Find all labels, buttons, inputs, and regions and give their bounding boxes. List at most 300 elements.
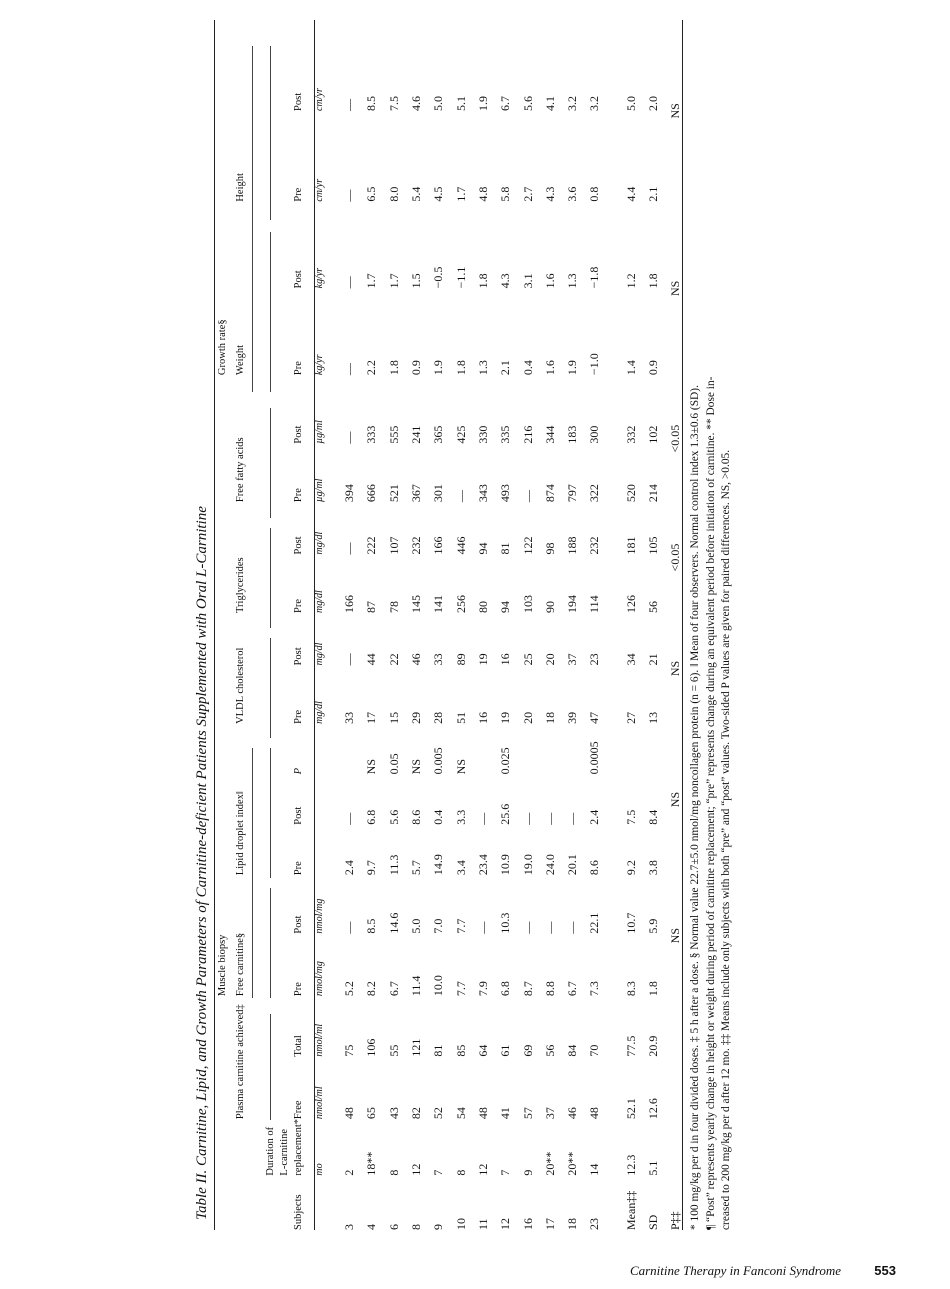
table-cell: 521 — [386, 484, 401, 503]
table-cell: 2.1 — [646, 186, 660, 202]
col-fc-post: Post — [293, 915, 304, 934]
unit-tg-pre: mg/dl — [314, 590, 325, 613]
table-cell: 367 — [409, 484, 424, 503]
p-value-row — [664, 20, 686, 1230]
table-cell: 1.7 — [453, 186, 468, 202]
table-cell: 8.8 — [542, 981, 557, 997]
p-value-cell: <0.05 — [668, 543, 683, 572]
table-cell: 2.7 — [520, 186, 535, 202]
table-cell: 8.7 — [520, 981, 535, 997]
table-cell: 33 — [342, 711, 357, 724]
table-cell: 335 — [498, 425, 513, 444]
table-footnotes — [688, 20, 735, 1230]
spacer-row — [606, 20, 620, 1230]
table-cell: −0.5 — [431, 266, 446, 289]
unit-ffa-pre: µg/ml — [314, 478, 325, 503]
table-cell — [539, 724, 561, 774]
table-cell: 11 — [475, 1218, 490, 1230]
table-cell: 7 — [498, 1169, 513, 1176]
table-cell: 81 — [498, 542, 513, 555]
table-cell: 28 — [431, 711, 446, 724]
table-cell: 1.8 — [453, 360, 468, 376]
summary-row — [642, 20, 664, 1230]
table-cell: 70 — [587, 1044, 602, 1057]
footnote-line-2: ¶ “Post” represents yearly change in height or weight during period of carnitine replacement; “pre” represents change during an equivalent period before initiation of carnitine. ** Dose in- — [704, 376, 717, 1230]
table-cell: 43 — [386, 1107, 401, 1120]
table-cell: 332 — [623, 425, 638, 444]
table-cell: 94 — [475, 542, 490, 555]
muscle-biopsy-header: Muscle biopsy — [217, 934, 228, 997]
table-cell: 1.6 — [542, 273, 557, 289]
table-cell: 20** — [542, 1151, 557, 1176]
table-cell: 14.6 — [386, 912, 401, 934]
col-wt-pre: Pre — [293, 361, 304, 376]
table-cell: 8.6 — [587, 860, 602, 876]
table-cell: 46 — [409, 653, 424, 666]
table-cell: — — [342, 363, 357, 376]
table-cell: 20 — [520, 711, 535, 724]
table-cell: 80 — [475, 600, 490, 613]
table-cell: 6.8 — [364, 809, 379, 825]
table-cell: 51 — [453, 711, 468, 724]
unit-plasma-total: nmol/ml — [314, 1023, 325, 1057]
table-cell: 7.5 — [623, 809, 638, 825]
table-cell: 5.7 — [409, 860, 424, 876]
table-cell: 46 — [565, 1107, 580, 1120]
table-cell: 0.9 — [646, 360, 660, 376]
table-cell: 0.4 — [520, 360, 535, 376]
table-cell: 3.2 — [587, 95, 602, 111]
table-cell: 797 — [565, 484, 580, 503]
table-cell: 69 — [520, 1044, 535, 1057]
table-cell: 9.7 — [364, 860, 379, 876]
data-table — [216, 20, 686, 1230]
table-cell: — — [542, 812, 557, 825]
p-value-cell: NS — [668, 280, 683, 297]
table-cell: 18 — [565, 1218, 580, 1230]
table-cell: 78 — [386, 600, 401, 613]
table-cell: — — [565, 921, 580, 934]
table-cell: 7 — [431, 1169, 446, 1176]
table-cell: 20.9 — [646, 1035, 660, 1057]
table-cell: 3.1 — [520, 273, 535, 289]
table-cell: 16 — [498, 653, 513, 666]
table-cell: 4.1 — [542, 95, 557, 111]
col-wt-post: Post — [293, 270, 304, 289]
table-cell: 2.0 — [646, 95, 660, 111]
table-cell: 1.3 — [475, 360, 490, 376]
table-row — [360, 20, 382, 1230]
table-cell: 1.5 — [409, 273, 424, 289]
table-cell: 37 — [565, 653, 580, 666]
table-cell: NS — [409, 759, 424, 775]
table-cell: 7.7 — [453, 918, 468, 934]
table-cell: 122 — [520, 536, 535, 555]
table-cell: — — [342, 542, 357, 555]
table-cell: — — [542, 921, 557, 934]
table-cell: 20.1 — [565, 854, 580, 876]
table-cell: 6.8 — [498, 981, 513, 997]
table-cell: 194 — [565, 594, 580, 613]
table-cell: — — [342, 812, 357, 825]
table-cell: 48 — [475, 1107, 490, 1120]
table-cell: 241 — [409, 425, 424, 444]
table-cell: 90 — [542, 600, 557, 613]
table-cell: 102 — [646, 425, 660, 444]
table-cell: 4.3 — [542, 186, 557, 202]
table-cell: 8.4 — [646, 809, 660, 825]
col-ht-post: Post — [293, 92, 304, 111]
table-cell: 300 — [587, 425, 602, 444]
table-cell: 41 — [498, 1107, 513, 1120]
table-cell: 84 — [565, 1044, 580, 1057]
table-cell: 343 — [475, 484, 490, 503]
table-cell: 98 — [542, 542, 557, 555]
table-row — [516, 20, 538, 1230]
table-cell: 1.6 — [542, 360, 557, 376]
unit-tg-post: mg/dl — [314, 531, 325, 555]
top-rule — [214, 20, 215, 1230]
table-cell: 57 — [520, 1107, 535, 1120]
table-cell: 24.0 — [542, 854, 557, 876]
table-cell: 3.4 — [453, 860, 468, 876]
table-cell: 6.7 — [498, 95, 513, 111]
table-row — [539, 20, 561, 1230]
table-cell: 1.8 — [646, 273, 660, 289]
table-cell: 2.4 — [587, 809, 602, 825]
table-cell: 1.8 — [386, 360, 401, 376]
table-cell: −1.1 — [453, 266, 468, 289]
table-cell: 188 — [565, 536, 580, 555]
unit-ht-pre: cm/yr — [314, 178, 325, 202]
p-value-cell: <0.05 — [668, 424, 683, 453]
table-cell: — — [342, 98, 357, 111]
table-cell: 493 — [498, 484, 513, 503]
free-carnitine-header: Free carnitine§ — [235, 932, 246, 997]
table-cell: 8 — [386, 1169, 401, 1176]
table-cell: 1.3 — [565, 273, 580, 289]
table-cell: 214 — [646, 484, 660, 503]
table-cell: 34 — [623, 653, 638, 666]
table-cell: 65 — [364, 1107, 379, 1120]
table-cell: 29 — [409, 711, 424, 724]
col-tg-pre: Pre — [293, 598, 304, 613]
unit-ffa-post: µg/ml — [314, 420, 325, 444]
table-cell: 6.5 — [364, 186, 379, 202]
unit-fc-pre: nmol/mg — [314, 961, 325, 997]
table-cell: 121 — [409, 1038, 424, 1057]
table-cell: 18** — [364, 1151, 379, 1176]
table-cell: NS — [453, 759, 468, 775]
table-cell: 874 — [542, 484, 557, 503]
table-cell: 1.2 — [623, 273, 638, 289]
table-cell: 5.1 — [646, 1160, 660, 1176]
table-row — [383, 20, 405, 1230]
table-cell — [472, 724, 494, 774]
table-cell: 94 — [498, 600, 513, 613]
table-cell: 55 — [386, 1044, 401, 1057]
table-cell: 1.7 — [386, 273, 401, 289]
weight-header: Weight — [235, 345, 246, 376]
table-cell: −1.0 — [587, 353, 602, 376]
table-cell: 222 — [364, 536, 379, 555]
table-cell: 54 — [453, 1107, 468, 1120]
table-cell: 1.7 — [364, 273, 379, 289]
col-vldl-pre: Pre — [293, 709, 304, 724]
table-cell: 25 — [520, 653, 535, 666]
table-cell: 2.1 — [498, 360, 513, 376]
col-lipid-pre: Pre — [293, 861, 304, 876]
page-footer — [630, 1263, 896, 1279]
table-cell: 21 — [646, 653, 660, 666]
table-cell: 114 — [587, 595, 602, 613]
table-cell: 7.5 — [386, 95, 401, 111]
col-tg-post: Post — [293, 536, 304, 555]
table-cell: 22 — [386, 653, 401, 666]
table-cell: 126 — [623, 594, 638, 613]
table-cell: 10.3 — [498, 912, 513, 934]
table-cell: 61 — [498, 1044, 513, 1057]
table-cell: 4 — [364, 1224, 379, 1230]
lipid-droplet-header: Lipid droplet index‖ — [235, 791, 246, 876]
table-cell: 0.4 — [431, 809, 446, 825]
footnote-line-3: creased to 200 mg/kg per d after 12 mo. ‡‡ Means include only subjects with both “pre” and “post” values. Two-sided P values are given for paired differences. NS, >0.05. — [720, 449, 732, 1230]
table-cell: 12 — [475, 1163, 490, 1176]
p-value-cell: NS — [668, 791, 683, 808]
table-cell: — — [520, 490, 535, 503]
col-plasma-total: Total — [293, 1035, 304, 1057]
table-cell — [561, 724, 583, 774]
table-cell: 75 — [342, 1044, 357, 1057]
table-cell: 1.9 — [565, 360, 580, 376]
table-cell: 141 — [431, 594, 446, 613]
table-row — [561, 20, 583, 1230]
table-cell: 4.3 — [498, 273, 513, 289]
table-cell: 5.0 — [409, 918, 424, 934]
table-cell: 19 — [475, 653, 490, 666]
table-cell: — — [342, 189, 357, 202]
table-cell: 322 — [587, 484, 602, 503]
table-cell: 4.6 — [409, 95, 424, 111]
table-cell: 81 — [431, 1044, 446, 1057]
table-cell: 47 — [587, 711, 602, 724]
triglycerides-header: Triglycerides — [235, 557, 246, 613]
table-cell: 19.0 — [520, 854, 535, 876]
table-cell: 0.005 — [431, 747, 446, 775]
table-cell: 107 — [386, 536, 401, 555]
col-lipid-p: P — [293, 767, 304, 775]
footnote-line-1: * 100 mg/kg per d in four divided doses. ‡ 5 h after a dose. § Normal value 22.7±5.0 nmol/mg noncollagen protein (n = 6). ‖ Mean of four observers. Normal control index 1.3±0.6 (SD). — [689, 385, 701, 1230]
col-ffa-pre: Pre — [293, 488, 304, 503]
table-cell: 166 — [431, 536, 446, 555]
table-cell: 0.8 — [587, 186, 602, 202]
table-cell: 17 — [364, 711, 379, 724]
table-cell — [620, 724, 642, 774]
table-cell: 87 — [364, 600, 379, 613]
table-cell: 10.7 — [623, 912, 638, 934]
table-title: Table II. Carnitine, Lipid, and Growth Parameters of Carnitine-deficient Patients Supplemented with Oral L-Carnitine — [194, 506, 210, 1220]
table-body — [332, 20, 686, 1230]
table-cell: 3 — [342, 1224, 357, 1230]
table-cell: 3.6 — [565, 186, 580, 202]
unit-vldl-pre: mg/dl — [314, 701, 325, 724]
table-cell: 8.6 — [409, 809, 424, 825]
table-cell: 7.0 — [431, 918, 446, 934]
table-cell: — — [475, 921, 490, 934]
table-cell: 183 — [565, 425, 580, 444]
table-cell: 0.9 — [409, 360, 424, 376]
table-cell: 8.0 — [386, 186, 401, 202]
table-cell — [332, 724, 360, 774]
table-cell: 6.7 — [386, 981, 401, 997]
table-cell: 365 — [431, 425, 446, 444]
p-value-cell: NS — [668, 927, 683, 944]
table-cell: — — [453, 490, 468, 503]
height-header: Height — [235, 173, 246, 202]
table-cell: 5.8 — [498, 186, 513, 202]
table-cell: 37 — [542, 1107, 557, 1120]
table-cell: 5.1 — [453, 95, 468, 111]
unit-wt-post: kg/yr — [314, 267, 325, 289]
table-cell: 11.3 — [386, 854, 401, 876]
table-cell: 1.8 — [646, 981, 660, 997]
unit-fc-post: nmol/mg — [314, 898, 325, 934]
table-cell: 89 — [453, 653, 468, 666]
table-row — [472, 20, 494, 1230]
table-cell: 7.9 — [475, 981, 490, 997]
table-cell: 25.6 — [498, 803, 513, 825]
col-subjects: Subjects — [293, 1194, 304, 1230]
table-cell: 27 — [623, 711, 638, 724]
table-cell: 5.6 — [386, 809, 401, 825]
table-cell: 0.0005 — [587, 741, 602, 775]
table-cell: 9 — [431, 1224, 446, 1230]
table-cell: 4.4 — [623, 186, 638, 202]
table-cell: 10.0 — [431, 975, 446, 997]
col-ht-pre: Pre — [293, 187, 304, 202]
table-cell: 22.1 — [587, 912, 602, 934]
col-ffa-post: Post — [293, 425, 304, 444]
table-cell: 105 — [646, 536, 660, 555]
table-cell: 166 — [342, 594, 357, 613]
table-cell: 2.4 — [342, 860, 357, 876]
table-cell: 85 — [453, 1044, 468, 1057]
table-cell: — — [520, 812, 535, 825]
p-value-cell: NS — [668, 103, 683, 119]
table-cell: 44 — [364, 653, 379, 666]
table-cell: 13 — [646, 711, 660, 724]
table-cell: 1.9 — [475, 95, 490, 111]
table-row — [583, 20, 605, 1230]
table-cell: 23 — [587, 1218, 602, 1230]
table-cell: 15 — [386, 711, 401, 724]
table-cell: −1.8 — [587, 266, 602, 289]
table-cell: 3.3 — [453, 809, 468, 825]
table-cell: 3.8 — [646, 860, 660, 876]
table-cell: 2.2 — [364, 360, 379, 376]
table-cell: 520 — [623, 484, 638, 503]
table-cell: 5.6 — [520, 95, 535, 111]
table-row — [405, 20, 427, 1230]
table-cell: 555 — [386, 425, 401, 444]
unit-wt-pre: kg/yr — [314, 354, 325, 376]
table-cell: 330 — [475, 425, 490, 444]
unit-plasma-free: nmol/ml — [314, 1086, 325, 1120]
table-cell: 6.7 — [565, 981, 580, 997]
table-row — [494, 20, 516, 1230]
vldl-header: VLDL cholesterol — [235, 647, 246, 724]
unit-vldl-post: mg/dl — [314, 642, 325, 666]
table-cell: 4.5 — [431, 186, 446, 202]
table-cell: NS — [364, 759, 379, 775]
table-cell: 23 — [587, 653, 602, 666]
table-cell: 12.3 — [623, 1154, 638, 1176]
running-title: Carnitine Therapy in Fanconi Syndrome — [629, 1263, 842, 1278]
table-cell: 23.4 — [475, 854, 490, 876]
table-cell: Mean‡‡ — [623, 1190, 638, 1230]
table-cell: 8.2 — [364, 981, 379, 997]
table-cell: 344 — [542, 425, 557, 444]
table-cell: 425 — [453, 425, 468, 444]
table-cell: 2 — [342, 1169, 357, 1176]
table-cell: 17 — [542, 1218, 557, 1230]
table-cell: 256 — [453, 594, 468, 613]
table-cell: 232 — [587, 536, 602, 555]
table-cell: 20** — [565, 1151, 580, 1176]
table-cell: 52.1 — [623, 1098, 638, 1120]
col-plasma-free: Free — [293, 1100, 304, 1120]
table-cell: 1.8 — [475, 273, 490, 289]
table-cell: 1.4 — [623, 360, 638, 376]
table-cell: 666 — [364, 484, 379, 503]
table-cell: — — [342, 276, 357, 289]
col-lipid-post: Post — [293, 806, 304, 825]
table-cell: SD — [646, 1214, 660, 1230]
table-cell — [516, 724, 538, 774]
table-cell: 48 — [342, 1107, 357, 1120]
p-value-cell: NS — [668, 660, 683, 677]
rotated-table-page — [190, 20, 750, 1230]
table-cell: 8 — [453, 1169, 468, 1176]
table-cell — [642, 724, 664, 774]
table-cell: 8.3 — [623, 981, 638, 997]
page-number: 553 — [874, 1263, 896, 1278]
table-cell: 9 — [520, 1169, 535, 1176]
table-cell: 145 — [409, 594, 424, 613]
table-cell: 394 — [342, 484, 357, 503]
summary-row — [620, 20, 642, 1230]
table-cell: 5.4 — [409, 186, 424, 202]
table-cell: 0.025 — [498, 747, 513, 775]
table-cell: 77.5 — [623, 1035, 638, 1057]
table-cell: 301 — [431, 484, 446, 503]
table-row — [449, 20, 471, 1230]
table-cell: 333 — [364, 425, 379, 444]
table-cell: 6 — [386, 1224, 401, 1230]
table-cell: 39 — [565, 711, 580, 724]
table-cell: — — [520, 921, 535, 934]
table-cell: 33 — [431, 653, 446, 666]
table-cell: — — [565, 812, 580, 825]
col-fc-pre: Pre — [293, 982, 304, 997]
table-row — [332, 20, 360, 1230]
table-cell: — — [342, 921, 357, 934]
table-cell: 48 — [587, 1107, 602, 1120]
plasma-carnitine-header: Plasma carnitine achieved‡ — [235, 1004, 246, 1120]
table-cell: — — [342, 653, 357, 666]
table-cell: 16 — [475, 711, 490, 724]
table-cell: 1.9 — [431, 360, 446, 376]
